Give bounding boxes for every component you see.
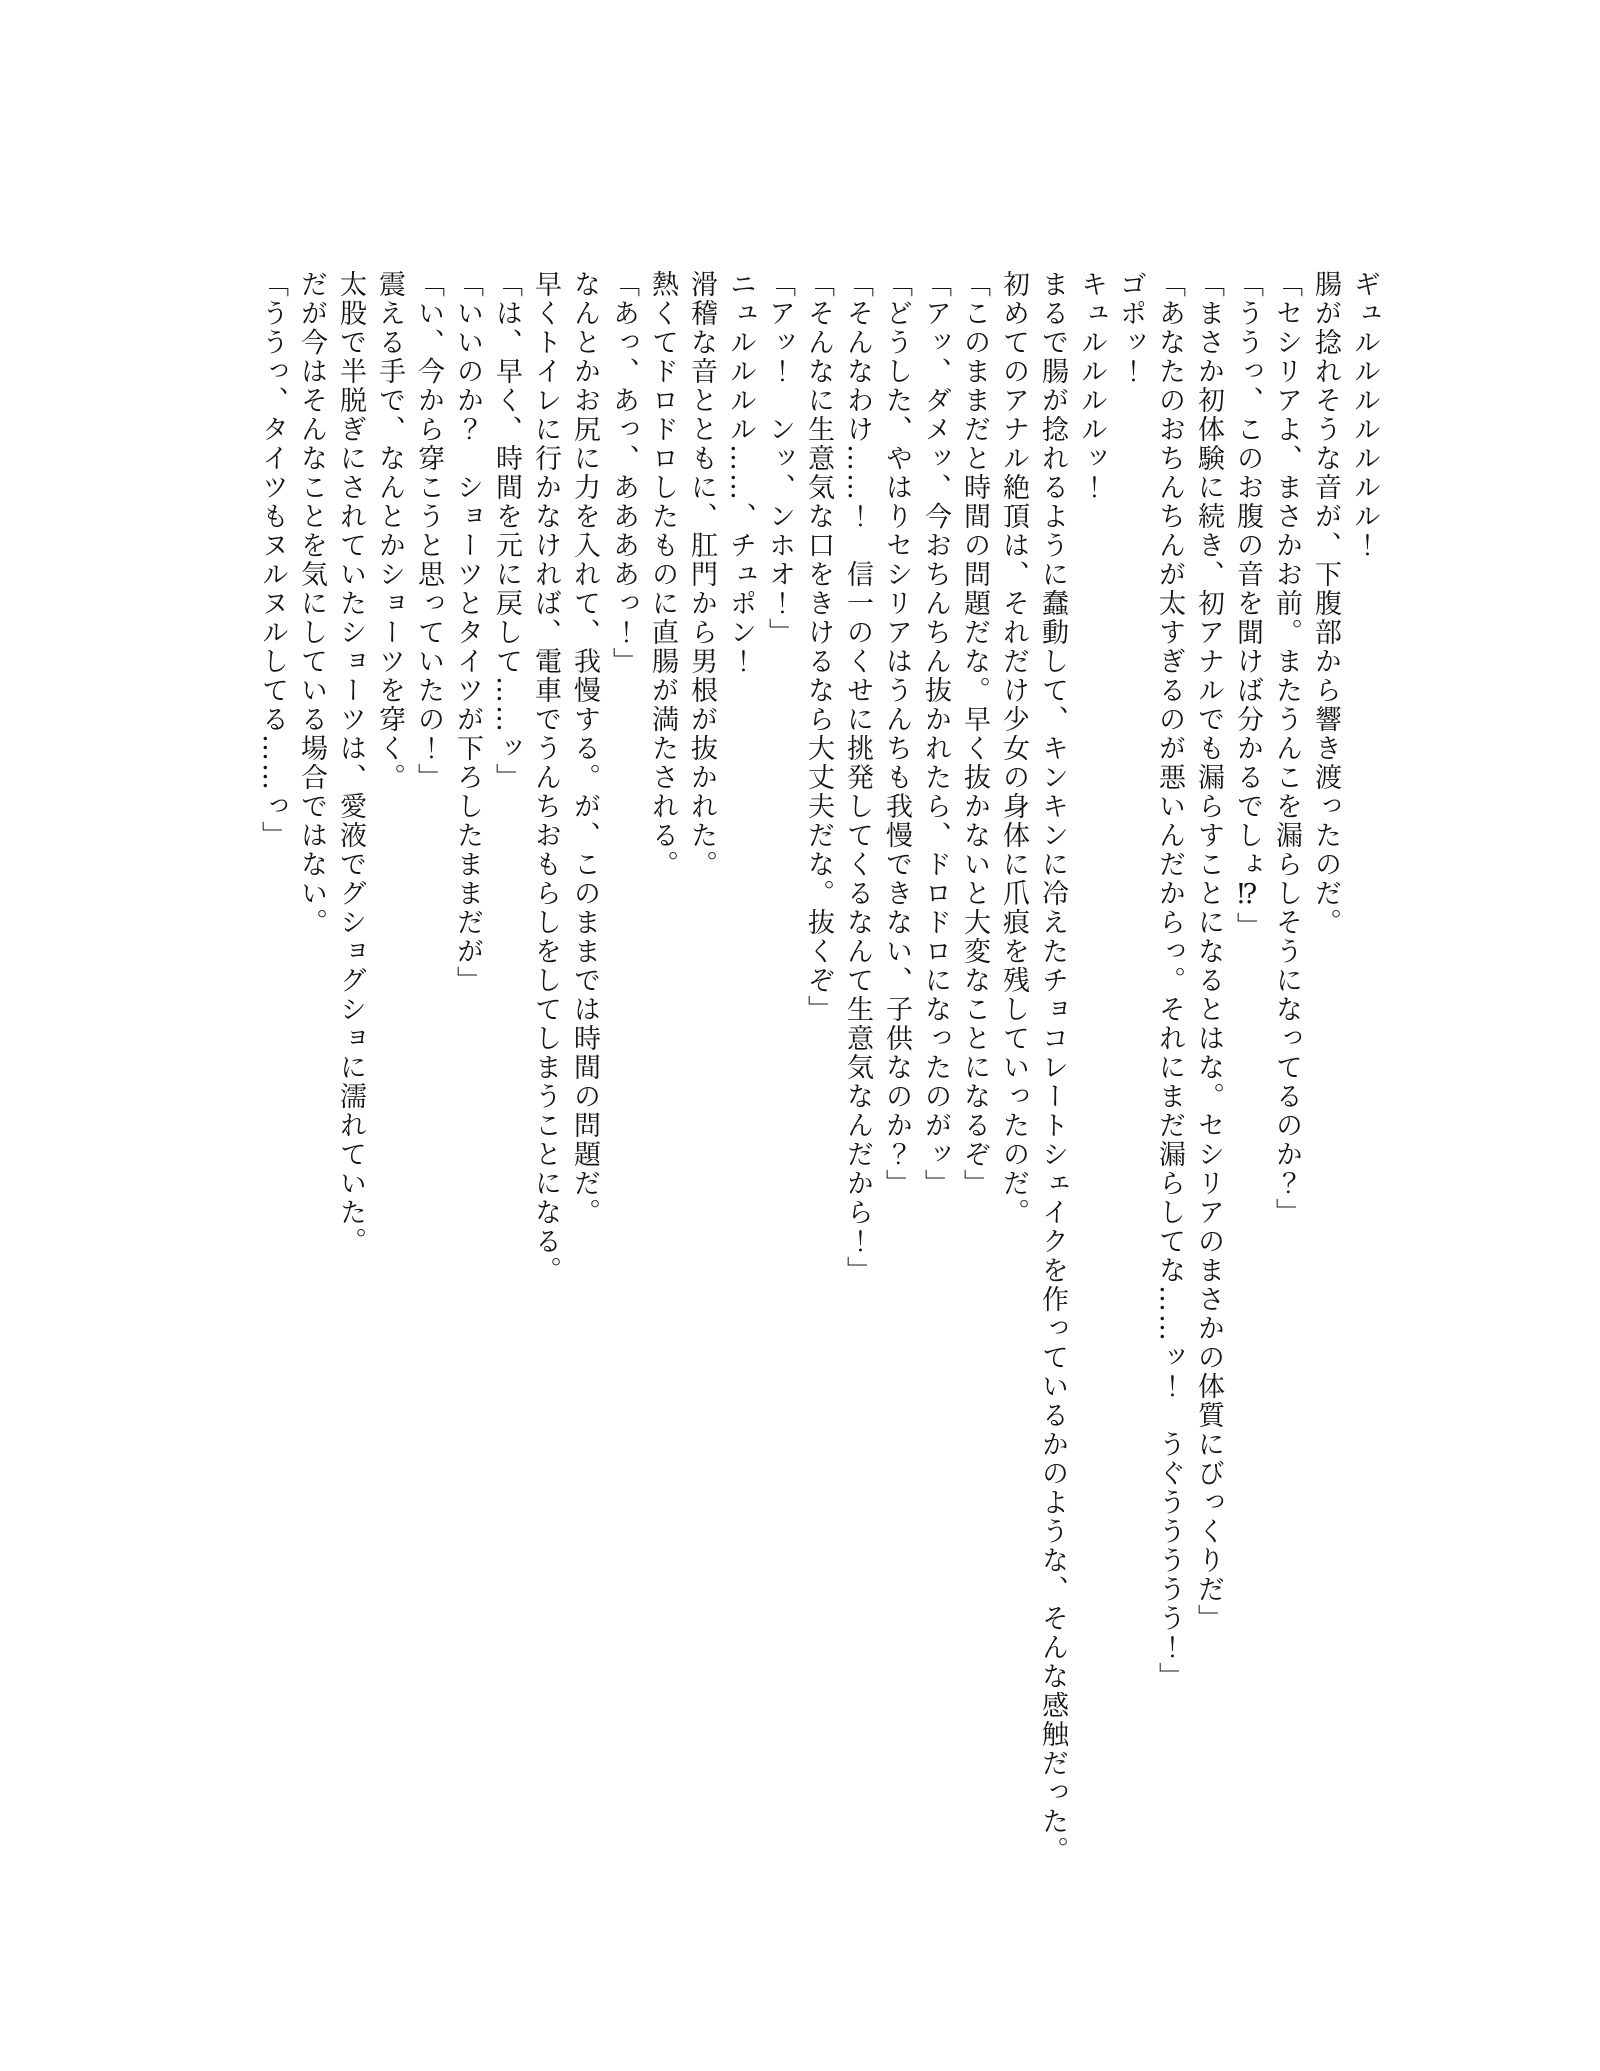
text-line: 「まさか初体験に続き、初アナルでも漏らすことになるとはな。セシリアのまさかの体質にびっくりだ」 [1193,270,1224,1633]
text-line: 「どうした、やはりセシリアはうんちも我慢できない、子供なのか？」 [881,270,912,1198]
text-line: 「このままだと時間の問題だな。早く抜かないと大変なことになるぞ」 [959,270,990,1198]
text-line: 「ううっ、このお腹の音を聞けば分かるでしょ⁉」 [1232,270,1263,941]
text-line: 「いいのか？ ショーツとタイツが下ろしたままだが」 [452,270,483,995]
text-line: 熱くてドロドロしたものに直腸が満たされる。 [647,270,678,879]
text-line: 「そんなわけ……！ 信一のくせに挑発してくるなんて生意気なんだから！」 [842,270,873,1285]
text-line: 早くトイレに行かなければ、電車でうんちおもらしをしてしまうことになる。 [530,270,561,1285]
text-line: 太股で半脱ぎにされていたショーツは、愛液でグショグショに濡れていた。 [335,270,366,1256]
text-line: ニュルルルル……、チュポン！ [725,270,756,676]
vertical-text-block [253,270,1384,1890]
text-line: ギュルルルルルルル！ [1349,270,1380,560]
text-line: 滑稽な音とともに、肛門から男根が抜かれた。 [686,270,717,879]
text-line: 「アッ、ダメッ、今おちんちん抜かれたら、ドロドロになったのがッ」 [920,270,951,1198]
text-line: 「アッ！ ンッ、ンホオ！」 [764,270,795,647]
text-line: 初めてのアナル絶頂は、それだけ少女の身体に爪痕を残していったのだ。 [998,270,1029,1227]
text-line: キュルルルルッ！ [1076,270,1107,502]
text-line: 「は、早く、時間を元に戻して……ッ」 [491,270,522,792]
text-line: 「い、今から穿こうと思っていたの！」 [413,270,444,792]
text-line: 震える手で、なんとかショーツを穿く。 [374,270,405,792]
text-line: 腸が捻れそうな音が、下腹部から響き渡ったのだ。 [1310,270,1341,937]
text-line: 「あなたのおちんちんが太すぎるのが悪いんだからっ。それにまだ漏らしてな……ッ！ うぐううううう！」 [1154,270,1185,1691]
text-line: なんとかお尻に力を入れて、我慢する。が、このままでは時間の問題だ。 [569,270,600,1227]
text-line: 「あっ、あっ、ああああっ！」 [608,270,639,676]
text-line: 「ううっ、タイツもヌルヌルしてる……っ」 [257,270,288,850]
text-line: 「そんなに生意気な口をきけるなら大丈夫だな。抜くぞ」 [803,270,834,1024]
text-line: まるで腸が捻れるように蠢動して、キンキンに冷えたチョコレートシェイクを作っているかのような、そんな感触だった。 [1037,270,1068,1865]
text-line: 「セシリアよ、まさかお前。またうんこを漏らしそうになってるのか？」 [1271,270,1302,1227]
text-line: ゴポッ！ [1115,270,1146,386]
text-line: だが今はそんなことを気にしている場合ではない。 [296,270,327,937]
